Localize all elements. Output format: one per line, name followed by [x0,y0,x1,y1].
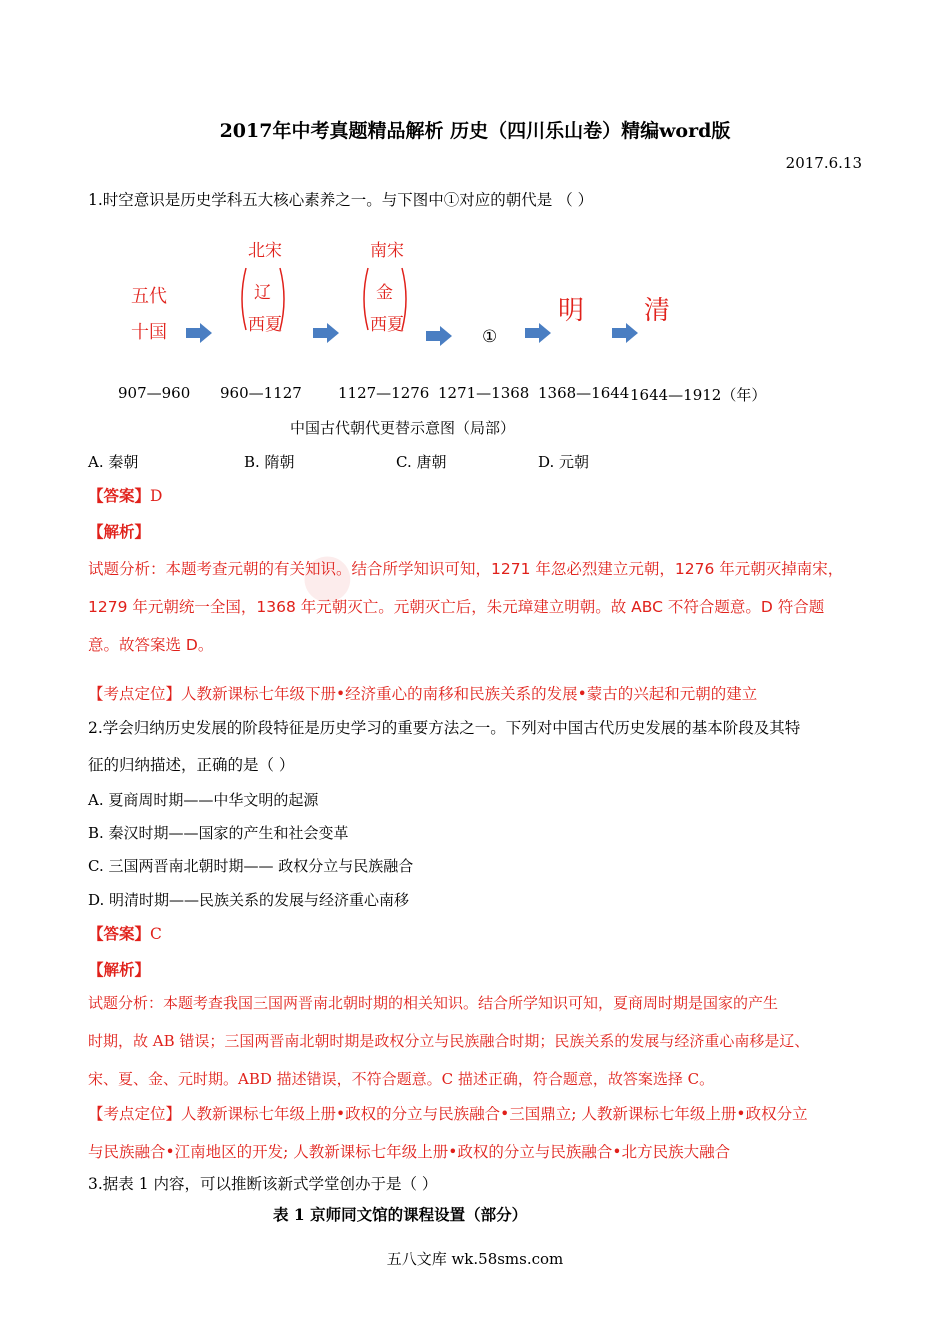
q1-analysis-label: 【解析】 [88,522,151,541]
q2-analysis-line: 试题分析：本题考查我国三国两晋南北朝时期的相关知识。结合所学知识可知，夏商周时期是国家的产生 [88,994,779,1012]
q1-analysis-line: 1279 年元朝统一全国，1368 年元朝灭亡。元朝灭亡后，朱元璋建立明朝。故 ABC 不符合题意。D 符合题 [88,598,825,616]
year-range: 1127—1276 [338,384,430,402]
document-title: 2017年中考真题精品解析 历史（四川乐山卷）精编word版 [219,120,731,142]
q3-table-title: 表 1 京师同文馆的课程设置（部分） [273,1205,528,1224]
dynasty-nansong: 南宋 [370,241,404,261]
answer-label: 【答案】 [88,486,151,505]
diagram-caption: 中国古代朝代更替示意图（局部） [290,419,516,437]
dynasty-jin: 金 [376,283,393,303]
q1-option-d: D. 元朝 [538,453,590,471]
arrow-icon [313,323,339,343]
dynasty-shiguo: 十国 [131,322,167,343]
q1-analysis-line: 意。故答案选 D。 [88,636,214,654]
q2-kaodian-line: 与民族融合•江南地区的开发; 人教新课标七年级上册•政权的分立与民族融合•北方民族大融合 [88,1143,731,1161]
dynasty-beisong: 北宋 [248,241,282,261]
q3-stem: 3.据表 1 内容，可以推断该新式学堂创办于是（ ） [88,1175,438,1193]
page-footer: 五八文库 wk.58sms.com [386,1250,564,1268]
answer-value: D [150,487,163,505]
dynasty-xixia-1: 西夏 [248,315,282,335]
arrow-icon [426,326,452,346]
q2-option-a: A. 夏商周时期——中华文明的起源 [88,791,319,809]
q2-answer [88,922,162,944]
q2-analysis-line: 时期，故 AB 错误；三国两晋南北朝时期是政权分立与民族融合时期；民族关系的发展与经济重心南移是辽、 [88,1032,810,1050]
q1-option-a: A. 秦朝 [88,453,139,471]
dynasty-wudai: 五代 [131,286,167,307]
dynasty-circle-one: ① [482,327,498,347]
year-range: 1368—1644 [538,384,630,402]
document-date: 2017.6.13 [785,154,862,172]
q1-option-b: B. 隋朝 [244,453,295,471]
q2-option-c: C. 三国两晋南北朝时期—— 政权分立与民族融合 [88,857,414,875]
q1-option-c: C. 唐朝 [396,453,447,471]
year-range: 1271—1368 [438,384,530,402]
q1-analysis-line: 试题分析：本题考查元朝的有关知识。结合所学知识可知，1271 年忽必烈建立元朝，1276 年元朝灭掉南宋， [88,560,844,578]
arrow-icon [186,323,212,343]
q2-analysis-line: 宋、夏、金、元时期。ABD 描述错误，不符合题意。C 描述正确，符合题意，故答案选择 C。 [88,1070,715,1088]
arrow-icon [612,323,638,343]
dynasty-xixia-2: 西夏 [370,315,404,335]
arrow-icon [525,323,551,343]
q1-stem: 1.时空意识是历史学科五大核心素养之一。与下图中①对应的朝代是 （ ） [88,191,594,209]
q2-stem-line: 2.学会归纳历史发展的阶段特征是历史学习的重要方法之一。下列对中国古代历史发展的基本阶段及其特 [88,719,801,737]
year-range: 1644—1912（年） [630,386,767,404]
answer-label: 【答案】 [88,924,151,943]
dynasty-qing: 清 [644,296,671,326]
dynasty-liao: 辽 [254,283,271,303]
q1-kaodian: 【考点定位】人教新课标七年级下册•经济重心的南移和民族关系的发展•蒙古的兴起和元朝的建立 [88,685,758,703]
q2-kaodian-line: 【考点定位】人教新课标七年级上册•政权的分立与民族融合•三国鼎立; 人教新课标七年级上册•政权分立 [88,1105,808,1123]
q2-option-b: B. 秦汉时期——国家的产生和社会变革 [88,824,349,842]
q2-option-d: D. 明清时期——民族关系的发展与经济重心南移 [88,891,410,909]
watermark: ● [291,534,361,616]
q1-answer [88,484,162,506]
year-range: 907—960 [118,384,191,402]
q2-analysis-label: 【解析】 [88,960,151,979]
q2-stem-line: 征的归纳描述，正确的是（ ） [88,756,295,774]
dynasty-ming: 明 [558,296,585,326]
year-range: 960—1127 [220,384,302,402]
answer-value: C [150,925,162,943]
